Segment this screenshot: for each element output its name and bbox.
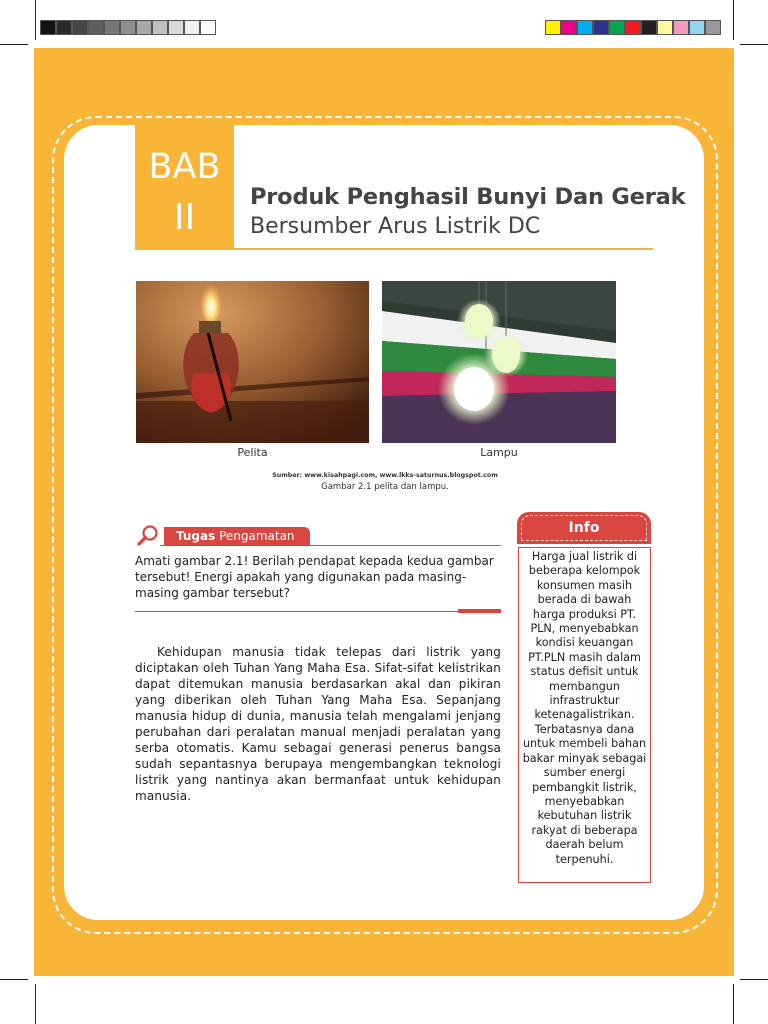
- task-text: Amati gambar 2.1! Berilah pendapat kepada kedua gambar tersebut! Energi apakah yang digunakan pada masing-masing gambar tersebut?: [135, 554, 494, 600]
- body-paragraph: Kehidupan manusia tidak telepas dari listrik yang diciptakan oleh Tuhan Yang Maha Esa. Sifat-sifat kelistrikan dapat ditemukan manusia berdasarkan akal dan pikiran yang diberikan oleh Tuhan Yang Maha Esa. Sepanjang manusia hidup di dunia, manusia telah mengalami jenjang perubahan dari peralatan manual menjadi peralatan yang serba otomatis. Kamu sebagai generasi penerus bangsa sudah sepantasnya berupaya mengembangkan teknologi listrik yang nantinya akan bermanfaat untuk kehidupan manusia.: [135, 645, 501, 803]
- crop-mark: [0, 979, 28, 980]
- title-underline: [135, 248, 653, 250]
- gray-swatch: [136, 20, 152, 35]
- color-calibration-bar: [545, 20, 721, 35]
- crop-mark: [0, 44, 28, 45]
- task-divider-accent: [458, 609, 501, 613]
- crop-mark: [740, 979, 768, 980]
- magnifier-icon: [136, 524, 160, 548]
- info-text: Harga jual listrik di beberapa kelompok konsumen masih berada di bawah harga produksi PT. PLN, menyebabkan kondisi keuangan PT.PLN masih dalam status defisit untuk membangun infrastruktur ketenagalistrikan. Terbatasnya dana untuk membeli bahan bakar minyak sebagai sumber energi pembangkit listrik, menyebabkan kebutuhan listrik rakyat di beberapa daerah belum terpenuhi.: [522, 550, 647, 866]
- photo-lampu-caption: Lampu: [480, 446, 518, 459]
- gray-swatch: [56, 20, 72, 35]
- grayscale-calibration-bar: [40, 20, 216, 35]
- crop-mark: [733, 984, 734, 1024]
- crop-mark: [35, 984, 36, 1024]
- gray-swatch: [168, 20, 184, 35]
- chapter-badge: [135, 125, 234, 249]
- task-label-rest: Pengamatan: [215, 529, 295, 543]
- crop-mark: [733, 0, 734, 40]
- gray-swatch: [40, 20, 56, 35]
- gray-swatch: [72, 20, 88, 35]
- gray-swatch: [184, 20, 200, 35]
- color-swatch: [641, 20, 657, 35]
- gray-swatch: [104, 20, 120, 35]
- chapter-label: BAB: [148, 147, 221, 187]
- chapter-number: II: [173, 197, 196, 238]
- photo-pelita: [136, 281, 369, 443]
- color-swatch: [545, 20, 561, 35]
- color-swatch: [657, 20, 673, 35]
- task-label-bold: Tugas: [176, 529, 216, 543]
- color-swatch: [593, 20, 609, 35]
- crop-mark: [35, 0, 36, 40]
- color-swatch: [577, 20, 593, 35]
- gray-swatch: [88, 20, 104, 35]
- crop-mark: [740, 44, 768, 45]
- task-divider: [135, 611, 458, 612]
- chapter-title: Produk Penghasil Bunyi Dan Gerak: [250, 184, 686, 210]
- color-swatch: [705, 20, 721, 35]
- color-swatch: [625, 20, 641, 35]
- figure-caption: Gambar 2.1 pelita dan lampu.: [321, 482, 449, 492]
- figure-source: Sumber: www.kisahpagi.com, www.lkks-saturnus.blogspot.com: [272, 472, 498, 479]
- task-label: [164, 527, 310, 546]
- photo-pelita-caption: Pelita: [237, 446, 268, 459]
- gray-swatch: [120, 20, 136, 35]
- gray-swatch: [152, 20, 168, 35]
- info-title: Info: [517, 512, 651, 544]
- color-swatch: [689, 20, 705, 35]
- chapter-subtitle: Bersumber Arus Listrik DC: [250, 214, 541, 239]
- color-swatch: [673, 20, 689, 35]
- color-swatch: [561, 20, 577, 35]
- photo-lampu: [382, 281, 616, 443]
- gray-swatch: [200, 20, 216, 35]
- color-swatch: [609, 20, 625, 35]
